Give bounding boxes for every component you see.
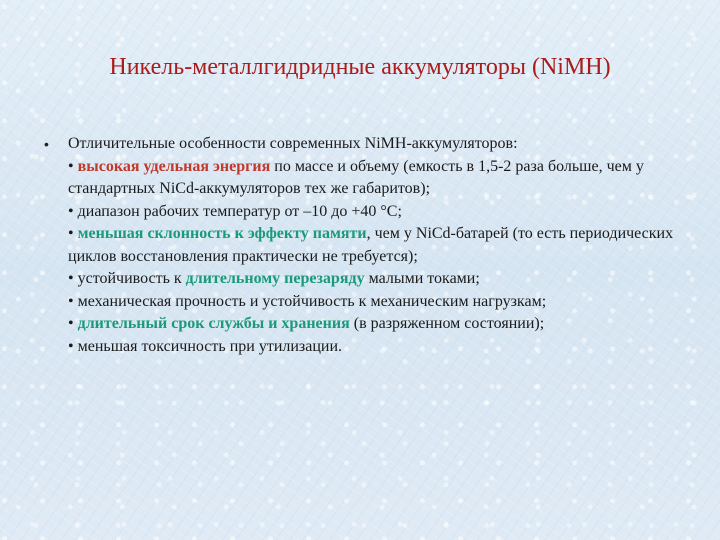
feature-highlight: длительный срок службы и хранения xyxy=(77,315,350,332)
feature-item xyxy=(68,336,684,359)
feature-text: меньшая токсичность при утилизации. xyxy=(77,337,343,355)
item-prefix: • xyxy=(68,315,78,332)
slide-content xyxy=(44,133,684,358)
feature-text: малыми токами; xyxy=(364,270,480,287)
feature-text: диапазон рабочих температур от –10 до +40 °С; xyxy=(77,202,402,220)
feature-item xyxy=(68,223,684,268)
feature-text: механическая прочность и устойчивость к механическим нагрузкам; xyxy=(77,292,547,310)
feature-item xyxy=(68,291,684,314)
feature-text: по массе и объему (емкость в 1,5-2 раза больше, чем у стандартных NiCd-аккумуляторов тех же габаритов); xyxy=(68,157,644,197)
item-prefix: • xyxy=(68,225,78,242)
item-prefix: • xyxy=(68,270,78,287)
bullet-text xyxy=(68,133,684,358)
feature-highlight: длительному перезаряду xyxy=(185,270,365,287)
bullet-icon: • xyxy=(44,136,49,152)
intro-line: Отличительные особенности современных NiMH-аккумуляторов: xyxy=(68,135,518,152)
feature-item xyxy=(68,156,684,201)
feature-item xyxy=(68,313,684,336)
feature-highlight: меньшая склонность к эффекту памяти xyxy=(77,225,367,242)
item-prefix: • xyxy=(68,157,78,175)
feature-text-before: устойчивость к xyxy=(77,270,186,287)
feature-text: (в разряженном состоянии); xyxy=(349,315,545,332)
item-prefix: • xyxy=(68,292,78,310)
feature-item xyxy=(68,201,684,224)
item-prefix: • xyxy=(68,337,78,355)
feature-text: , чем у NiCd-батарей (то есть периодических циклов восстановления практически не требуется); xyxy=(68,225,674,265)
bullet-list-item xyxy=(44,133,684,358)
item-prefix: • xyxy=(68,202,78,220)
feature-highlight: высокая удельная энергия xyxy=(77,157,271,175)
feature-item xyxy=(68,268,684,291)
slide-title: Никель-металлгидридные аккумуляторы (NiMH) xyxy=(109,54,611,80)
